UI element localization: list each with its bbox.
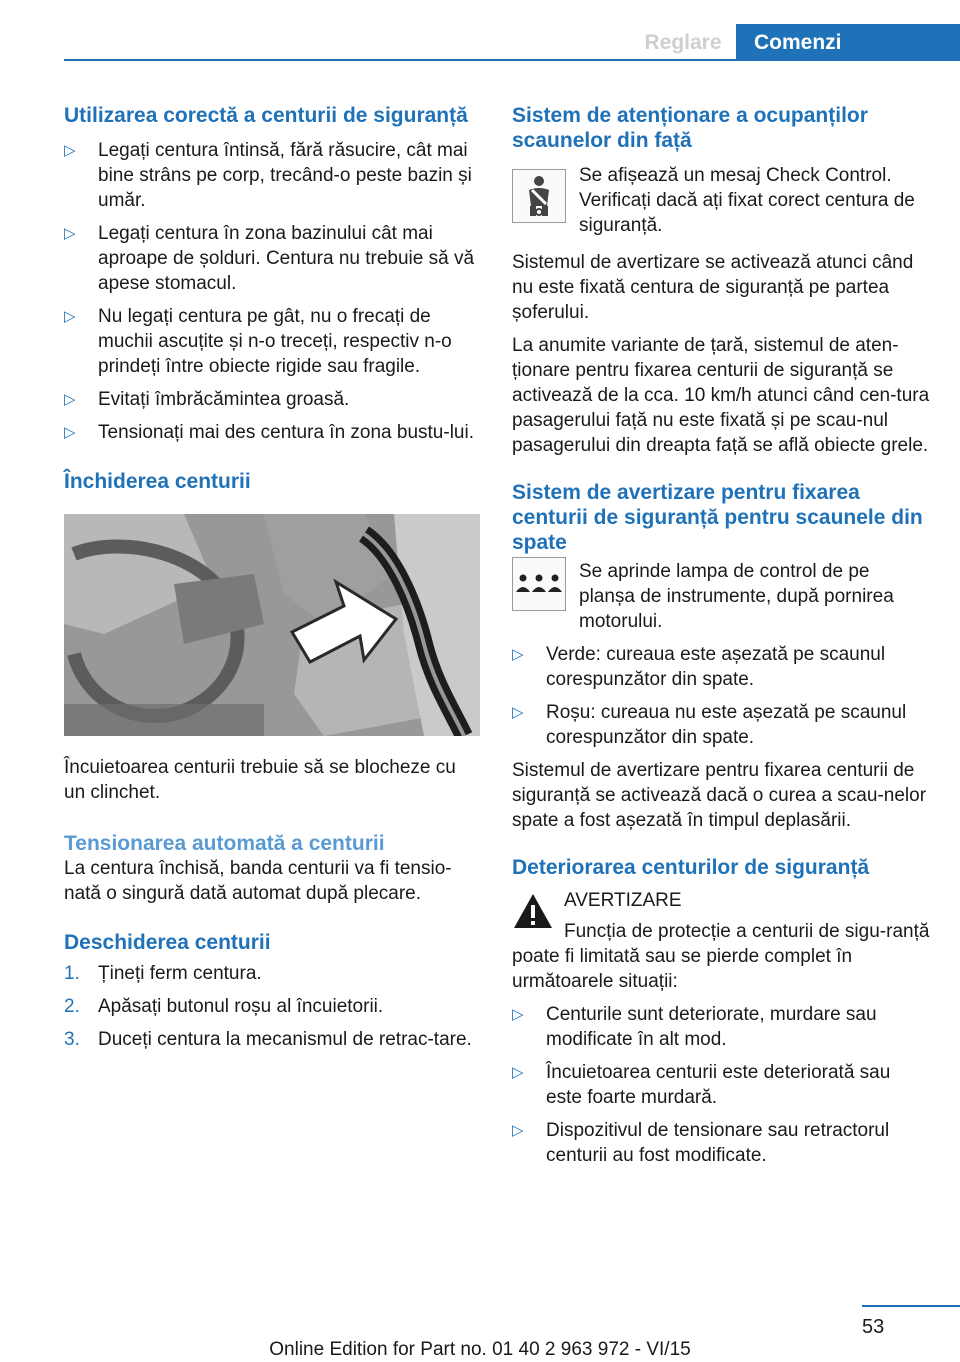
buckle-caption: Încuietoarea centurii trebuie să se blocheze cu un clinchet. bbox=[64, 757, 456, 803]
bullet-list bbox=[64, 138, 480, 445]
list-item: ▷ Încuietoarea centurii este deteriorată sau este foarte murdară. bbox=[512, 1062, 891, 1108]
list-item: ▷ Nu legați centura pe gât, nu o frecați de muchii ascuțite și n-o treceți, respectiv n-o prindeți între obiecte rigide sau fragile. bbox=[64, 306, 452, 377]
seatbelt-buckle-photo bbox=[64, 514, 480, 736]
list-item: 1. Țineți ferm centura. bbox=[64, 963, 262, 984]
front-warning-variant-text: La anumite variante de țară, sistemul de aten‐ționare pentru fixarea centurii de siguranță se activează de la cca. 10 km/h atunci când cen‐tura pasagerului față nu este fixată și pe scau‐nul pasagerului din dreapta față se află obiecte grele. bbox=[512, 335, 930, 456]
heading-auto-tension: Tensionarea automată a centurii bbox=[64, 832, 385, 855]
header-rule bbox=[64, 59, 960, 61]
warning-label: AVERTIZARE bbox=[564, 890, 682, 911]
list-item: 2. Apăsați butonul roșu al încuietorii. bbox=[64, 996, 384, 1017]
warning-text: Funcția de protecție a centurii de sigu‐ranță poate fi limitată sau se pierde complet în următoarele situații: bbox=[512, 921, 930, 992]
triangle-right-icon: ▷ bbox=[64, 308, 76, 325]
auto-tension-text: La centura închisă, banda centurii va fi tensio‐nată o singură dată automat după plecare. bbox=[64, 858, 452, 904]
front-warning-text: Sistemul de avertizare se activează atunci când nu este fixată centura de siguranță pe partea șoferului. bbox=[512, 252, 914, 323]
seatbelt-notice bbox=[512, 163, 930, 238]
triangle-right-icon: ▷ bbox=[512, 646, 524, 663]
heading-closing-belt: Închiderea centurii bbox=[64, 470, 251, 493]
seatbelt-warning-icon bbox=[512, 169, 566, 223]
rear-seat-notice bbox=[512, 559, 930, 634]
right-column bbox=[512, 103, 930, 1176]
triangle-right-icon: ▷ bbox=[512, 1064, 524, 1081]
list-item: ▷ Legați centura întinsă, fără răsucire, cât mai bine strâns pe corp, trecând-o peste bazin și umăr. bbox=[64, 140, 472, 211]
list-item: ▷ Tensionați mai des centura în zona bustu‐lui. bbox=[64, 422, 474, 443]
rear-warning-text: Sistemul de avertizare pentru fixarea centurii de siguranță se activează dacă o curea a scau‐nelor spate a fost așezată în timpul deplasării. bbox=[512, 760, 927, 831]
triangle-right-icon: ▷ bbox=[64, 142, 76, 159]
triangle-right-icon: ▷ bbox=[512, 1006, 524, 1023]
list-item: ▷ Centurile sunt deteriorate, murdare sau modificate în alt mod. bbox=[512, 1004, 877, 1050]
triangle-right-icon: ▷ bbox=[64, 424, 76, 441]
left-column bbox=[64, 103, 480, 1060]
list-item: ▷ Dispozitivul de tensionare sau retractorul centurii au fost modificate. bbox=[512, 1120, 890, 1166]
list-item: ▷ Evitați îmbrăcămintea groasă. bbox=[64, 389, 350, 410]
heading-correct-use: Utilizarea corectă a centurii de siguranță bbox=[64, 104, 468, 127]
warning-triangle-icon bbox=[512, 892, 554, 930]
bullet-list bbox=[512, 1002, 930, 1168]
list-item: ▷ Legați centura în zona bazinului cât mai aproape de șolduri. Centura nu trebuie să vă apese stomacul. bbox=[64, 223, 475, 294]
heading-opening-belt: Deschiderea centurii bbox=[64, 931, 271, 954]
bullet-list bbox=[512, 642, 930, 750]
tab-comenzi[interactable]: Comenzi bbox=[736, 24, 960, 61]
rear-seats-icon bbox=[512, 557, 566, 611]
triangle-right-icon: ▷ bbox=[512, 704, 524, 721]
triangle-right-icon: ▷ bbox=[512, 1122, 524, 1139]
list-item: ▷ Roșu: cureaua nu este așezată pe scaunul corespunzător din spate. bbox=[512, 702, 907, 748]
heading-belt-damage: Deteriorarea centurilor de siguranță bbox=[512, 856, 870, 879]
list-item: 3. Duceți centura la mecanismul de retrac‐tare. bbox=[64, 1029, 472, 1050]
list-item: ▷ Verde: cureaua este așezată pe scaunul corespunzător din spate. bbox=[512, 644, 886, 690]
triangle-right-icon: ▷ bbox=[64, 391, 76, 408]
warning-block bbox=[512, 888, 930, 913]
footer-rule bbox=[862, 1305, 960, 1307]
numbered-list bbox=[64, 961, 480, 1052]
rear-seat-notice-text: Se aprinde lampa de control de pe planșa de instrumente, după pornirea motorului. bbox=[579, 561, 894, 632]
page-number: 53 bbox=[862, 1316, 885, 1338]
tab-reglare[interactable]: Reglare bbox=[644, 31, 722, 54]
triangle-right-icon: ▷ bbox=[64, 225, 76, 242]
footer-edition: Online Edition for Part no. 01 40 2 963 972 - VI/15 bbox=[269, 1339, 691, 1360]
heading-front-occupant-warning: Sistem de atenționare a ocupanților scaunelor din față bbox=[512, 104, 868, 152]
heading-rear-seat-warning: Sistem de avertizare pentru fixarea centurii de siguranță pentru scaunele din spate bbox=[512, 481, 923, 554]
seatbelt-notice-text: Se afișează un mesaj Check Control. Verificați dacă ați fixat corect centura de siguranță. bbox=[579, 165, 915, 236]
